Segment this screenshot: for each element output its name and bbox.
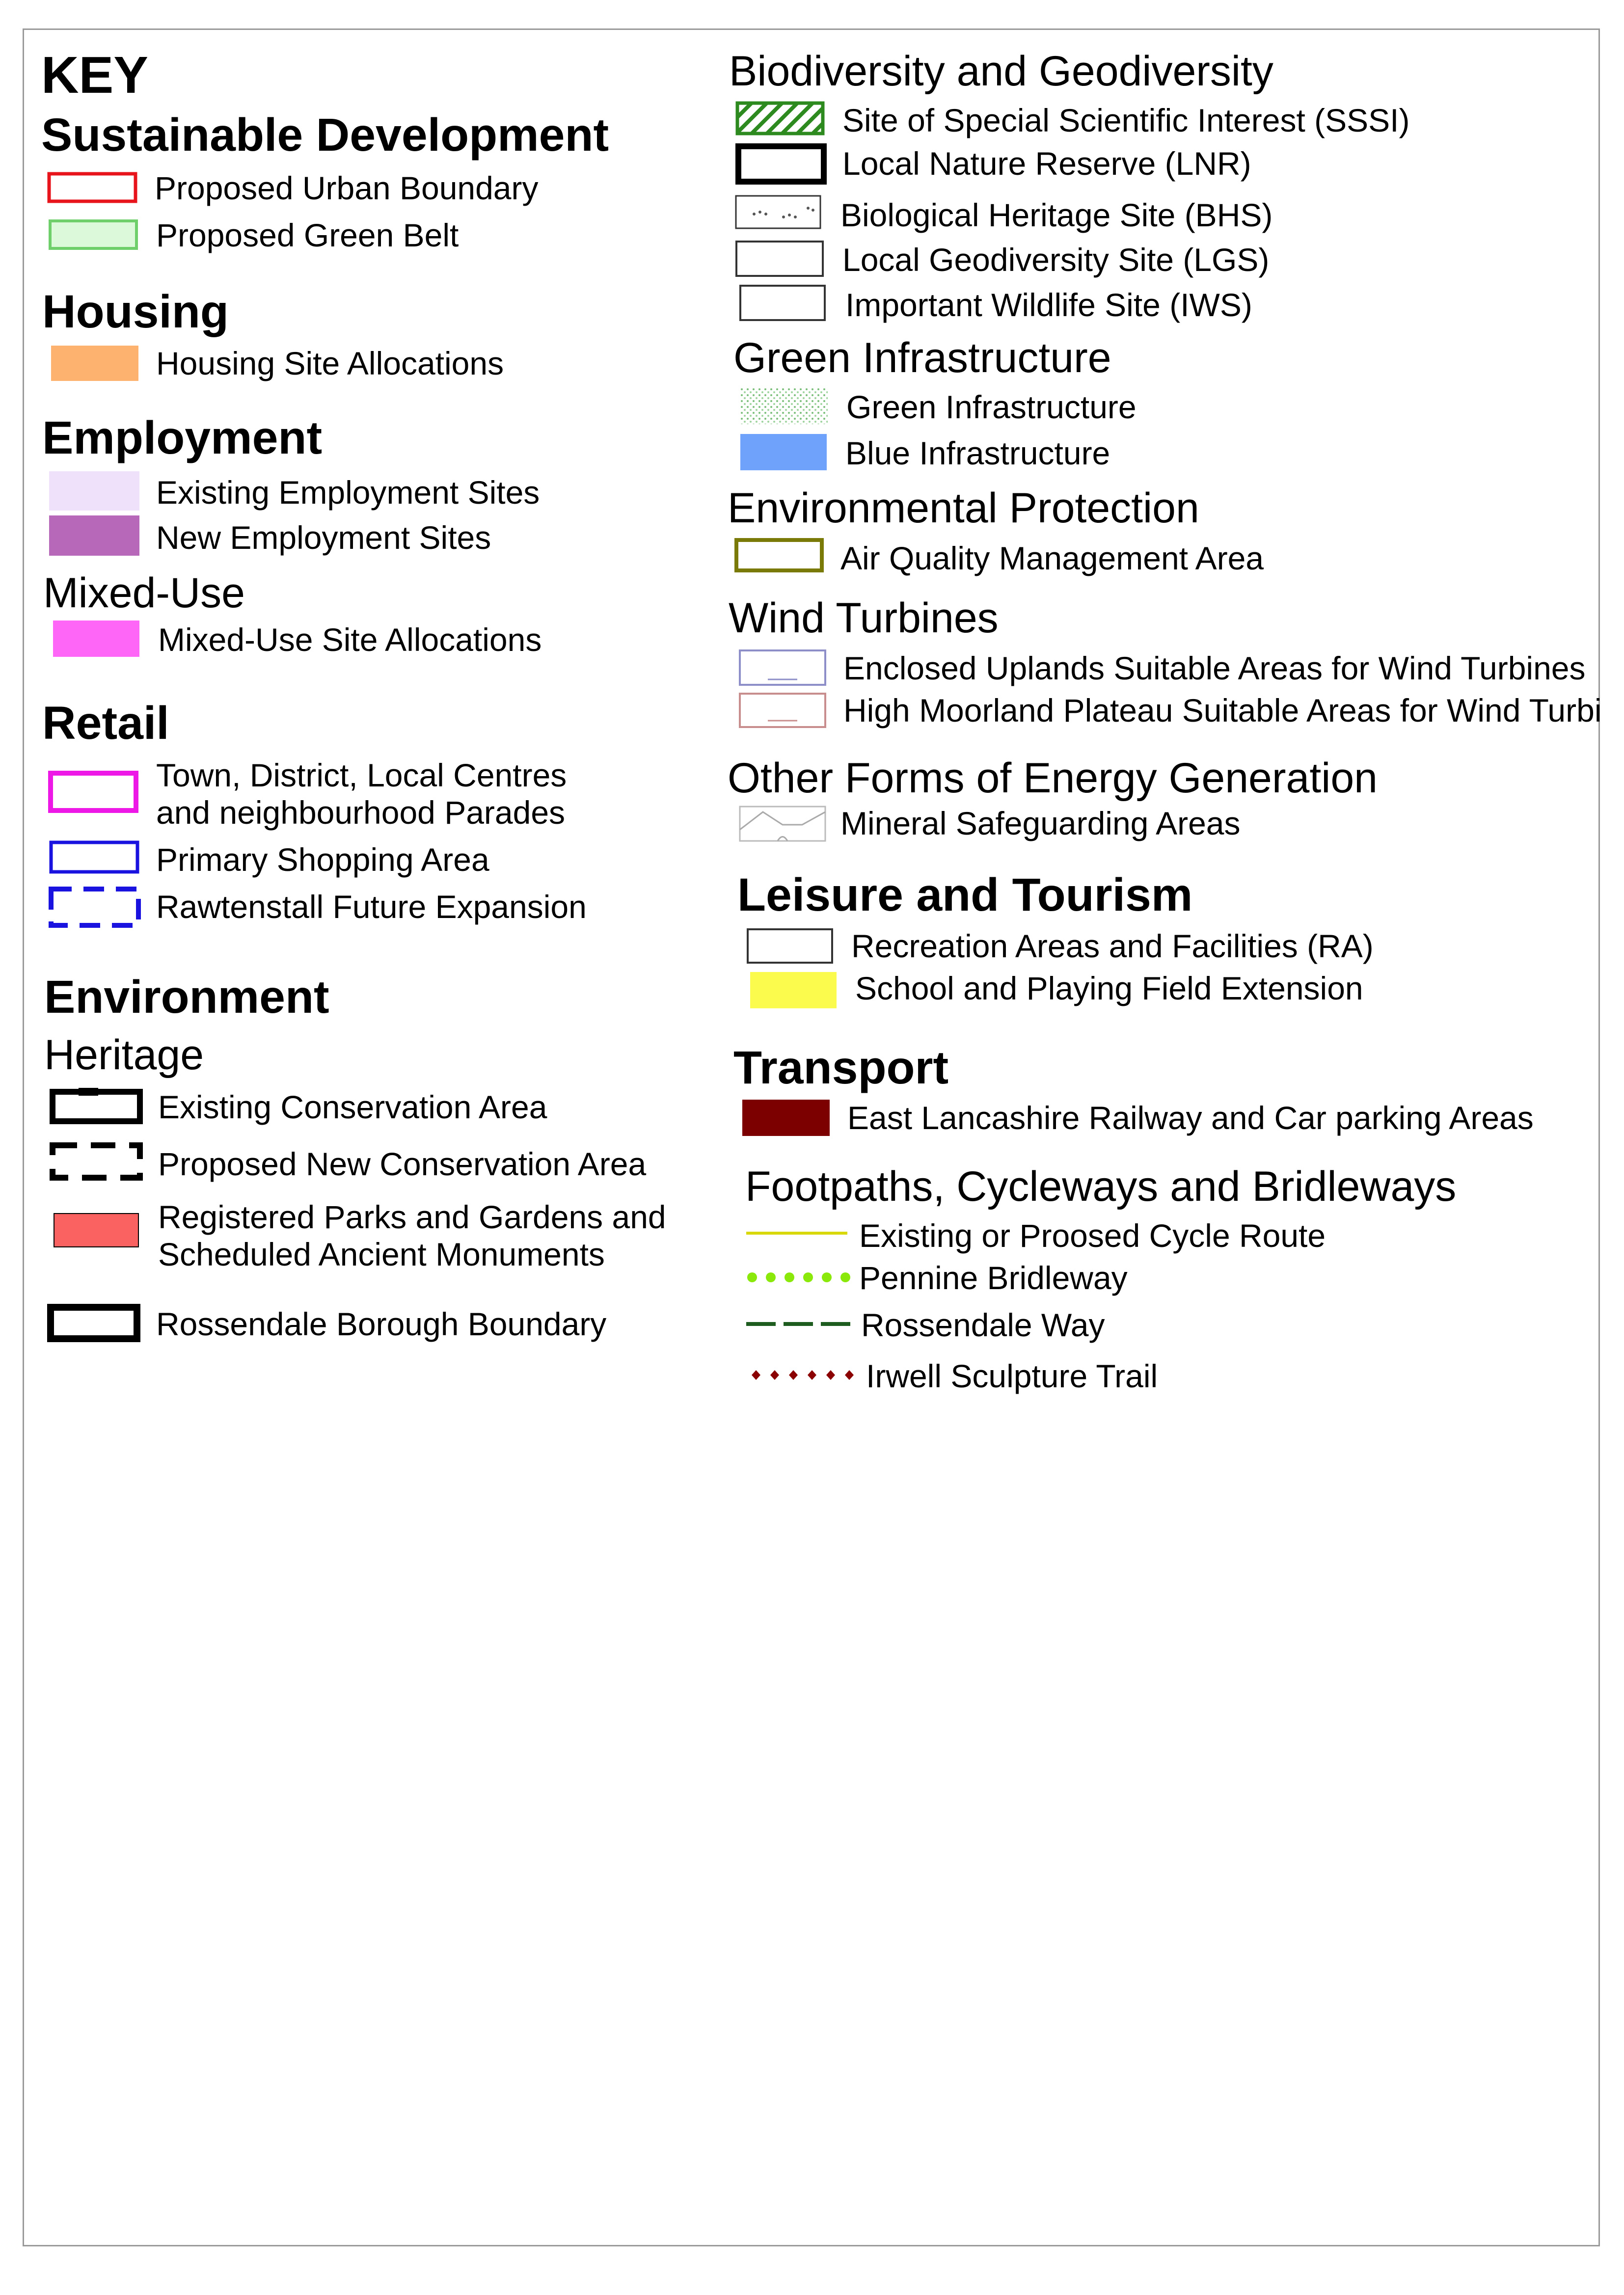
green-infrastructure-label: Green Infrastructure (846, 389, 1137, 425)
lgs-label: Local Geodiversity Site (LGS) (842, 242, 1270, 278)
rossendale-way-label: Rossendale Way (861, 1307, 1105, 1343)
leisure-tourism-heading: Leisure and Tourism (737, 869, 1193, 921)
pennine-bridleway-symbol (746, 1271, 852, 1283)
bhs-symbol (734, 194, 822, 230)
employment-heading: Employment (42, 412, 323, 464)
sssi-label: Site of Special Scientific Interest (SSSI) (842, 102, 1410, 138)
lnr-label: Local Nature Reserve (LNR) (842, 145, 1251, 182)
green-infrastructure-symbol (740, 388, 828, 424)
air-quality-management-area-label: Air Quality Management Area (840, 540, 1264, 576)
mixed-use-site-allocations-label: Mixed-Use Site Allocations (158, 621, 542, 658)
transport-heading: Transport (733, 1042, 949, 1094)
proposed-urban-boundary-label: Proposed Urban Boundary (155, 170, 539, 206)
mixed-use-heading: Mixed-Use (43, 569, 245, 617)
high-moorland-plateau-symbol (738, 692, 827, 729)
town-centres-label-line1: Town, District, Local Centres (156, 757, 567, 793)
school-playing-field-label: School and Playing Field Extension (855, 970, 1363, 1006)
enclosed-uplands-symbol (738, 649, 827, 686)
mixed-use-site-allocations-symbol (53, 621, 139, 657)
rossendale-borough-boundary-label: Rossendale Borough Boundary (156, 1306, 607, 1342)
blue-infrastructure-symbol (740, 434, 827, 470)
biodiversity-heading: Biodiversity and Geodiversity (729, 48, 1273, 95)
pennine-bridleway-label: Pennine Bridleway (859, 1260, 1128, 1296)
railway-car-parking-label: East Lancashire Railway and Car parking Areas (847, 1100, 1534, 1136)
school-playing-field-symbol (750, 972, 837, 1008)
new-employment-sites-label: New Employment Sites (156, 519, 491, 556)
retail-heading: Retail (42, 697, 169, 749)
housing-site-allocations-label: Housing Site Allocations (156, 345, 504, 381)
recreation-areas-label: Recreation Areas and Facilities (RA) (851, 928, 1374, 964)
new-employment-sites-symbol (49, 515, 139, 556)
footpaths-heading: Footpaths, Cycleways and Bridleways (745, 1163, 1457, 1210)
mineral-safeguarding-label: Mineral Safeguarding Areas (840, 805, 1241, 841)
cycle-route-symbol (745, 1230, 848, 1236)
railway-car-parking-symbol (742, 1100, 830, 1136)
irwell-sculpture-trail-symbol (751, 1370, 855, 1380)
recreation-areas-symbol (746, 928, 834, 964)
mineral-safeguarding-symbol (738, 805, 827, 842)
irwell-sculpture-trail-label: Irwell Sculpture Trail (866, 1358, 1158, 1394)
proposed-new-conservation-area-symbol (49, 1141, 143, 1183)
housing-heading: Housing (42, 286, 229, 338)
lnr-symbol (735, 143, 827, 185)
environment-heading: Environment (44, 971, 329, 1023)
rawtenstall-future-expansion-label: Rawtenstall Future Expansion (156, 889, 587, 925)
cycle-route-label: Existing or Proosed Cycle Route (859, 1217, 1326, 1254)
blue-infrastructure-label: Blue Infrastructure (845, 435, 1110, 471)
other-energy-heading: Other Forms of Energy Generation (728, 755, 1378, 802)
iws-label: Important Wildlife Site (IWS) (845, 287, 1252, 323)
primary-shopping-area-symbol (49, 840, 139, 874)
registered-parks-label-line1: Registered Parks and Gardens and (158, 1199, 666, 1235)
enclosed-uplands-label: Enclosed Uplands Suitable Areas for Wind Turbines (843, 650, 1586, 686)
high-moorland-plateau-label: High Moorland Plateau Suitable Areas for Wind Turbi (843, 692, 1602, 729)
lgs-symbol (735, 241, 824, 277)
existing-conservation-area-label: Existing Conservation Area (158, 1089, 547, 1125)
housing-site-allocations-symbol (51, 346, 138, 381)
key-title: KEY (41, 46, 148, 104)
rawtenstall-future-expansion-symbol (48, 886, 141, 928)
town-centres-symbol (48, 771, 138, 813)
wind-turbines-heading: Wind Turbines (729, 594, 999, 642)
proposed-green-belt-symbol (48, 219, 138, 250)
existing-conservation-area-symbol (49, 1087, 143, 1126)
heritage-heading: Heritage (44, 1031, 204, 1079)
rossendale-borough-boundary-symbol (47, 1304, 140, 1342)
environmental-protection-heading: Environmental Protection (728, 485, 1199, 532)
bhs-label: Biological Heritage Site (BHS) (840, 197, 1273, 233)
existing-employment-sites-symbol (49, 471, 139, 511)
sustainable-development-heading: Sustainable Development (41, 109, 609, 161)
air-quality-management-area-symbol (734, 538, 824, 572)
primary-shopping-area-label: Primary Shopping Area (156, 841, 489, 878)
proposed-urban-boundary-symbol (47, 172, 137, 203)
town-centres-label-line2: and neighbourhood Parades (156, 794, 566, 831)
rossendale-way-symbol (746, 1321, 851, 1327)
green-infrastructure-heading: Green Infrastructure (733, 334, 1111, 381)
proposed-green-belt-label: Proposed Green Belt (156, 217, 459, 253)
registered-parks-label-line2: Scheduled Ancient Monuments (158, 1236, 605, 1272)
iws-symbol (739, 285, 826, 321)
registered-parks-gardens-symbol (53, 1213, 139, 1248)
existing-employment-sites-label: Existing Employment Sites (156, 474, 540, 511)
proposed-new-conservation-area-label: Proposed New Conservation Area (158, 1146, 647, 1182)
sssi-symbol (735, 101, 825, 135)
